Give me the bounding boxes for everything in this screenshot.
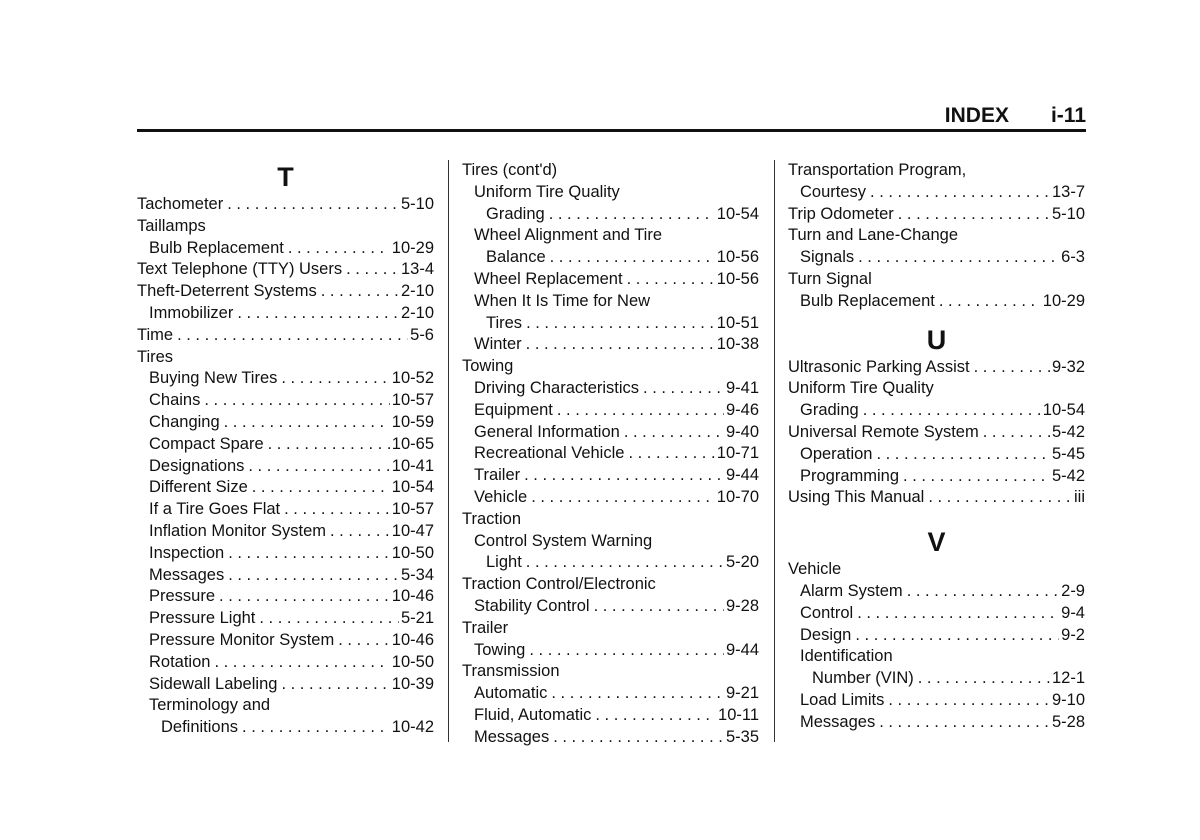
dot-leader — [870, 182, 1050, 204]
dot-leader — [557, 400, 724, 422]
entry-page-ref: 5-35 — [725, 727, 759, 746]
entry-label: Towing — [474, 640, 526, 659]
index-heading: Turn and Lane-Change — [788, 226, 959, 245]
index-heading: Transportation Program, — [788, 161, 967, 179]
index-entry — [137, 477, 434, 499]
entry-label: Stability Control — [474, 596, 590, 615]
dot-leader — [321, 281, 399, 303]
index-entry — [137, 281, 434, 303]
entry-page-ref: 5-34 — [400, 565, 434, 584]
index-heading: Transmission — [462, 662, 560, 681]
dot-leader — [284, 499, 390, 521]
index-entry — [462, 465, 759, 487]
entry-page-ref: 10-50 — [391, 652, 434, 671]
entry-page-ref: 10-51 — [716, 313, 759, 332]
entry-page-ref: 10-57 — [391, 500, 434, 519]
entry-label: Fluid, Automatic — [474, 705, 592, 724]
entry-page-ref: 5-10 — [1051, 204, 1085, 223]
entry-label: Time — [137, 325, 174, 344]
dot-leader — [338, 630, 390, 652]
entry-page-ref: 10-50 — [391, 543, 434, 562]
entry-page-ref: 10-29 — [391, 238, 434, 257]
entry-label: Control — [800, 603, 854, 622]
entry-page-ref: 9-40 — [725, 422, 759, 441]
dot-leader — [553, 727, 724, 749]
index-entry — [137, 259, 434, 281]
dot-leader — [879, 712, 1050, 734]
index-entry — [137, 499, 434, 521]
entry-label: Buying New Tires — [149, 369, 278, 388]
index-entry — [788, 581, 1085, 603]
dot-leader — [259, 608, 399, 630]
index-heading: Terminology and — [149, 696, 271, 715]
index-entry — [137, 456, 434, 478]
index-entry — [462, 247, 759, 269]
index-entry — [788, 182, 1085, 204]
index-column-1 — [137, 160, 434, 739]
dot-leader — [524, 465, 724, 487]
entry-label: Inflation Monitor System — [149, 521, 326, 540]
index-letter-heading: U — [926, 324, 947, 355]
entry-page-ref: 13-4 — [400, 260, 434, 279]
entry-page-ref: 10-47 — [391, 521, 434, 540]
entry-page-ref: 9-32 — [1051, 357, 1085, 376]
index-entry — [137, 717, 434, 739]
entry-page-ref: 10-57 — [391, 391, 434, 410]
entry-page-ref: iii — [1074, 488, 1085, 507]
entry-page-ref: 5-42 — [1051, 466, 1085, 485]
index-entry — [137, 194, 434, 216]
index-entry — [462, 443, 759, 465]
dot-leader — [863, 400, 1041, 422]
dot-leader — [526, 552, 724, 574]
entry-label: Trip Odometer — [788, 204, 894, 223]
index-entry — [462, 204, 759, 226]
entry-label: Driving Characteristics — [474, 378, 640, 397]
dot-leader — [983, 422, 1050, 444]
index-entry — [462, 552, 759, 574]
entry-page-ref: 10-46 — [391, 630, 434, 649]
page-header — [137, 104, 1086, 128]
entry-label: Immobilizer — [149, 303, 234, 322]
entry-label: Trailer — [474, 466, 521, 485]
index-entry — [137, 608, 434, 630]
entry-label: General Information — [474, 422, 620, 441]
dot-leader — [551, 683, 724, 705]
dot-leader — [177, 325, 408, 347]
entry-page-ref: 10-38 — [716, 335, 759, 354]
index-entry — [137, 303, 434, 325]
entry-page-ref: 10-56 — [716, 269, 759, 288]
index-heading: Wheel Alignment and Tire — [474, 226, 663, 245]
dot-leader — [628, 443, 714, 465]
entry-page-ref: 12-1 — [1051, 669, 1085, 688]
entry-page-ref: 10-59 — [391, 412, 434, 431]
index-heading: Tires — [137, 347, 174, 366]
index-entry — [788, 247, 1085, 269]
dot-leader — [858, 247, 1059, 269]
entry-page-ref: 10-46 — [391, 587, 434, 606]
entry-label: Rotation — [149, 652, 211, 671]
entry-label: Equipment — [474, 400, 553, 419]
index-entry — [788, 487, 1085, 509]
dot-leader — [928, 487, 1072, 509]
dot-leader — [857, 603, 1059, 625]
index-entry — [137, 434, 434, 456]
index-letter-heading: V — [927, 527, 946, 558]
entry-page-ref: 9-10 — [1051, 690, 1085, 709]
index-heading: Control System Warning — [474, 531, 653, 550]
dot-leader — [594, 596, 724, 618]
index-entry — [137, 586, 434, 608]
entry-page-ref: 10-39 — [391, 674, 434, 693]
entry-label: Alarm System — [800, 581, 903, 600]
index-entry — [137, 368, 434, 390]
index-entry — [462, 313, 759, 335]
entry-page-ref: 5-21 — [400, 609, 434, 628]
entry-label: Bulb Replacement — [149, 238, 284, 257]
dot-leader — [252, 477, 390, 499]
index-column-3 — [788, 160, 1085, 734]
dot-leader — [228, 543, 390, 565]
entry-label: Theft-Deterrent Systems — [137, 282, 317, 301]
entry-page-ref: 10-54 — [391, 478, 434, 497]
entry-label: Signals — [800, 248, 855, 267]
entry-page-ref: 10-11 — [718, 705, 759, 724]
index-entry — [462, 422, 759, 444]
entry-page-ref: 10-54 — [716, 204, 759, 223]
entry-label: Bulb Replacement — [800, 291, 935, 310]
entry-page-ref: 10-71 — [716, 444, 759, 463]
index-entry — [137, 238, 434, 260]
index-heading: Traction — [462, 509, 521, 528]
index-entry — [462, 400, 759, 422]
dot-leader — [281, 368, 389, 390]
index-heading: Taillamps — [137, 216, 206, 235]
index-entry — [462, 487, 759, 509]
index-entry — [462, 378, 759, 400]
entry-label: Messages — [474, 727, 550, 746]
dot-leader — [227, 194, 399, 216]
index-entry — [137, 521, 434, 543]
index-entry — [137, 412, 434, 434]
index-entry — [462, 705, 759, 727]
entry-label: Balance — [486, 248, 546, 267]
entry-page-ref: 9-2 — [1061, 625, 1085, 644]
dot-leader — [237, 303, 399, 325]
entry-page-ref: 9-28 — [725, 596, 759, 615]
entry-label: Wheel Replacement — [474, 269, 623, 288]
section-title: INDEX — [944, 104, 1009, 127]
dot-leader — [550, 247, 715, 269]
index-entry — [788, 357, 1085, 379]
index-letter-heading: T — [277, 162, 294, 192]
entry-page-ref: 10-65 — [391, 434, 434, 453]
entry-page-ref: 9-46 — [725, 400, 759, 419]
entry-label: Chains — [149, 391, 201, 410]
entry-label: Grading — [486, 204, 545, 223]
entry-page-ref: 5-28 — [1051, 712, 1085, 731]
dot-leader — [268, 434, 390, 456]
entry-label: Using This Manual — [788, 488, 925, 507]
entry-page-ref: 10-29 — [1042, 291, 1085, 310]
dot-leader — [903, 466, 1050, 488]
index-entry — [462, 640, 759, 662]
index-heading: Traction Control/Electronic — [462, 575, 656, 594]
entry-page-ref: 5-20 — [725, 553, 759, 572]
dot-leader — [624, 422, 724, 444]
entry-label: Grading — [800, 401, 859, 420]
index-entry — [462, 269, 759, 291]
dot-leader — [330, 521, 390, 543]
entry-label: Design — [800, 625, 852, 644]
dot-leader — [526, 334, 715, 356]
index-entry — [788, 668, 1085, 690]
entry-page-ref: 10-54 — [1042, 401, 1085, 420]
index-entry — [788, 444, 1085, 466]
entry-label: Recreational Vehicle — [474, 444, 625, 463]
entry-label: Vehicle — [474, 487, 528, 506]
index-entry — [137, 630, 434, 652]
dot-leader — [204, 390, 389, 412]
index-entry — [137, 565, 434, 587]
entry-page-ref: 10-42 — [391, 718, 434, 737]
index-entry — [137, 543, 434, 565]
entry-label: Courtesy — [800, 182, 867, 201]
dot-leader — [219, 586, 390, 608]
index-heading: Vehicle — [788, 560, 842, 579]
index-entry — [788, 400, 1085, 422]
entry-label: Designations — [149, 456, 245, 475]
entry-label: Universal Remote System — [788, 422, 979, 441]
entry-page-ref: 5-45 — [1051, 444, 1085, 463]
index-entry — [137, 325, 434, 347]
entry-page-ref: 5-6 — [410, 325, 434, 344]
dot-leader — [888, 690, 1050, 712]
entry-page-ref: 9-21 — [725, 684, 759, 703]
dot-leader — [643, 378, 724, 400]
entry-label: Pressure — [149, 587, 216, 606]
index-entry — [788, 204, 1085, 226]
index-entry — [788, 712, 1085, 734]
dot-leader — [939, 291, 1041, 313]
index-heading: Towing — [462, 357, 514, 376]
index-entry — [788, 291, 1085, 313]
index-heading: Uniform Tire Quality — [474, 182, 620, 201]
entry-label: Light — [486, 553, 522, 572]
entry-page-ref: 5-10 — [400, 195, 434, 213]
entry-label: Winter — [474, 335, 522, 354]
dot-leader — [346, 259, 399, 281]
entry-page-ref: 2-10 — [400, 282, 434, 301]
entry-label: Text Telephone (TTY) Users — [137, 260, 343, 279]
index-entry — [788, 690, 1085, 712]
index-entry — [137, 674, 434, 696]
entry-label: Inspection — [149, 543, 225, 562]
entry-page-ref: 2-9 — [1061, 581, 1085, 600]
entry-page-ref: 10-70 — [716, 487, 759, 506]
index-entry — [137, 652, 434, 674]
dot-leader — [526, 313, 715, 335]
dot-leader — [898, 204, 1050, 226]
dot-leader — [529, 640, 724, 662]
entry-page-ref: 9-4 — [1061, 603, 1085, 622]
dot-leader — [224, 412, 390, 434]
index-entry — [788, 422, 1085, 444]
dot-leader — [242, 717, 390, 739]
entry-label: If a Tire Goes Flat — [149, 500, 281, 519]
dot-leader — [531, 487, 715, 509]
entry-label: Compact Spare — [149, 434, 264, 453]
entry-page-ref: 10-56 — [716, 248, 759, 267]
dot-leader — [974, 357, 1050, 379]
entry-label: Messages — [800, 712, 876, 731]
entry-label: Messages — [149, 565, 225, 584]
index-heading: Uniform Tire Quality — [788, 379, 934, 398]
entry-page-ref: 2-10 — [400, 303, 434, 322]
entry-page-ref: 9-44 — [725, 640, 759, 659]
entry-label: Tires — [486, 313, 523, 332]
entry-label: Changing — [149, 412, 220, 431]
dot-leader — [627, 269, 715, 291]
entry-label: Different Size — [149, 478, 248, 497]
dot-leader — [549, 204, 715, 226]
entry-label: Tachometer — [137, 195, 224, 213]
header-rule — [137, 129, 1086, 132]
page-number: i-11 — [1050, 104, 1086, 127]
dot-leader — [228, 565, 399, 587]
entry-page-ref: 5-42 — [1051, 422, 1085, 441]
dot-leader — [248, 456, 389, 478]
index-heading: When It Is Time for New — [474, 291, 651, 310]
entry-label: Programming — [800, 466, 900, 485]
entry-page-ref: 6-3 — [1061, 248, 1085, 267]
index-entry — [462, 727, 759, 749]
index-entry — [462, 683, 759, 705]
entry-page-ref: 9-44 — [725, 466, 759, 485]
dot-leader — [855, 625, 1059, 647]
index-entry — [788, 625, 1085, 647]
index-entry — [462, 334, 759, 356]
index-heading: Tires (cont'd) — [462, 161, 558, 179]
index-heading: Identification — [800, 647, 893, 666]
entry-page-ref: 9-41 — [725, 378, 759, 397]
index-heading: Trailer — [462, 618, 509, 637]
entry-label: Operation — [800, 444, 873, 463]
entry-label: Number (VIN) — [812, 669, 914, 688]
entry-page-ref: 13-7 — [1051, 182, 1085, 201]
entry-label: Pressure Monitor System — [149, 630, 335, 649]
column-divider — [774, 160, 775, 742]
dot-leader — [214, 652, 389, 674]
entry-label: Definitions — [161, 718, 239, 737]
index-heading: Turn Signal — [788, 269, 872, 288]
index-entry — [137, 390, 434, 412]
dot-leader — [288, 238, 390, 260]
entry-page-ref: 10-41 — [391, 456, 434, 475]
dot-leader — [907, 581, 1059, 603]
entry-label: Sidewall Labeling — [149, 674, 278, 693]
entry-label: Load Limits — [800, 690, 885, 709]
index-entry — [788, 603, 1085, 625]
dot-leader — [595, 705, 716, 727]
index-column-2 — [462, 160, 759, 749]
column-divider — [448, 160, 449, 742]
dot-leader — [876, 444, 1050, 466]
index-entry — [788, 466, 1085, 488]
entry-page-ref: 10-52 — [391, 369, 434, 388]
entry-label: Pressure Light — [149, 609, 256, 628]
dot-leader — [281, 674, 389, 696]
dot-leader — [918, 668, 1050, 690]
entry-label: Automatic — [474, 684, 548, 703]
entry-label: Ultrasonic Parking Assist — [788, 357, 970, 376]
index-entry — [462, 596, 759, 618]
